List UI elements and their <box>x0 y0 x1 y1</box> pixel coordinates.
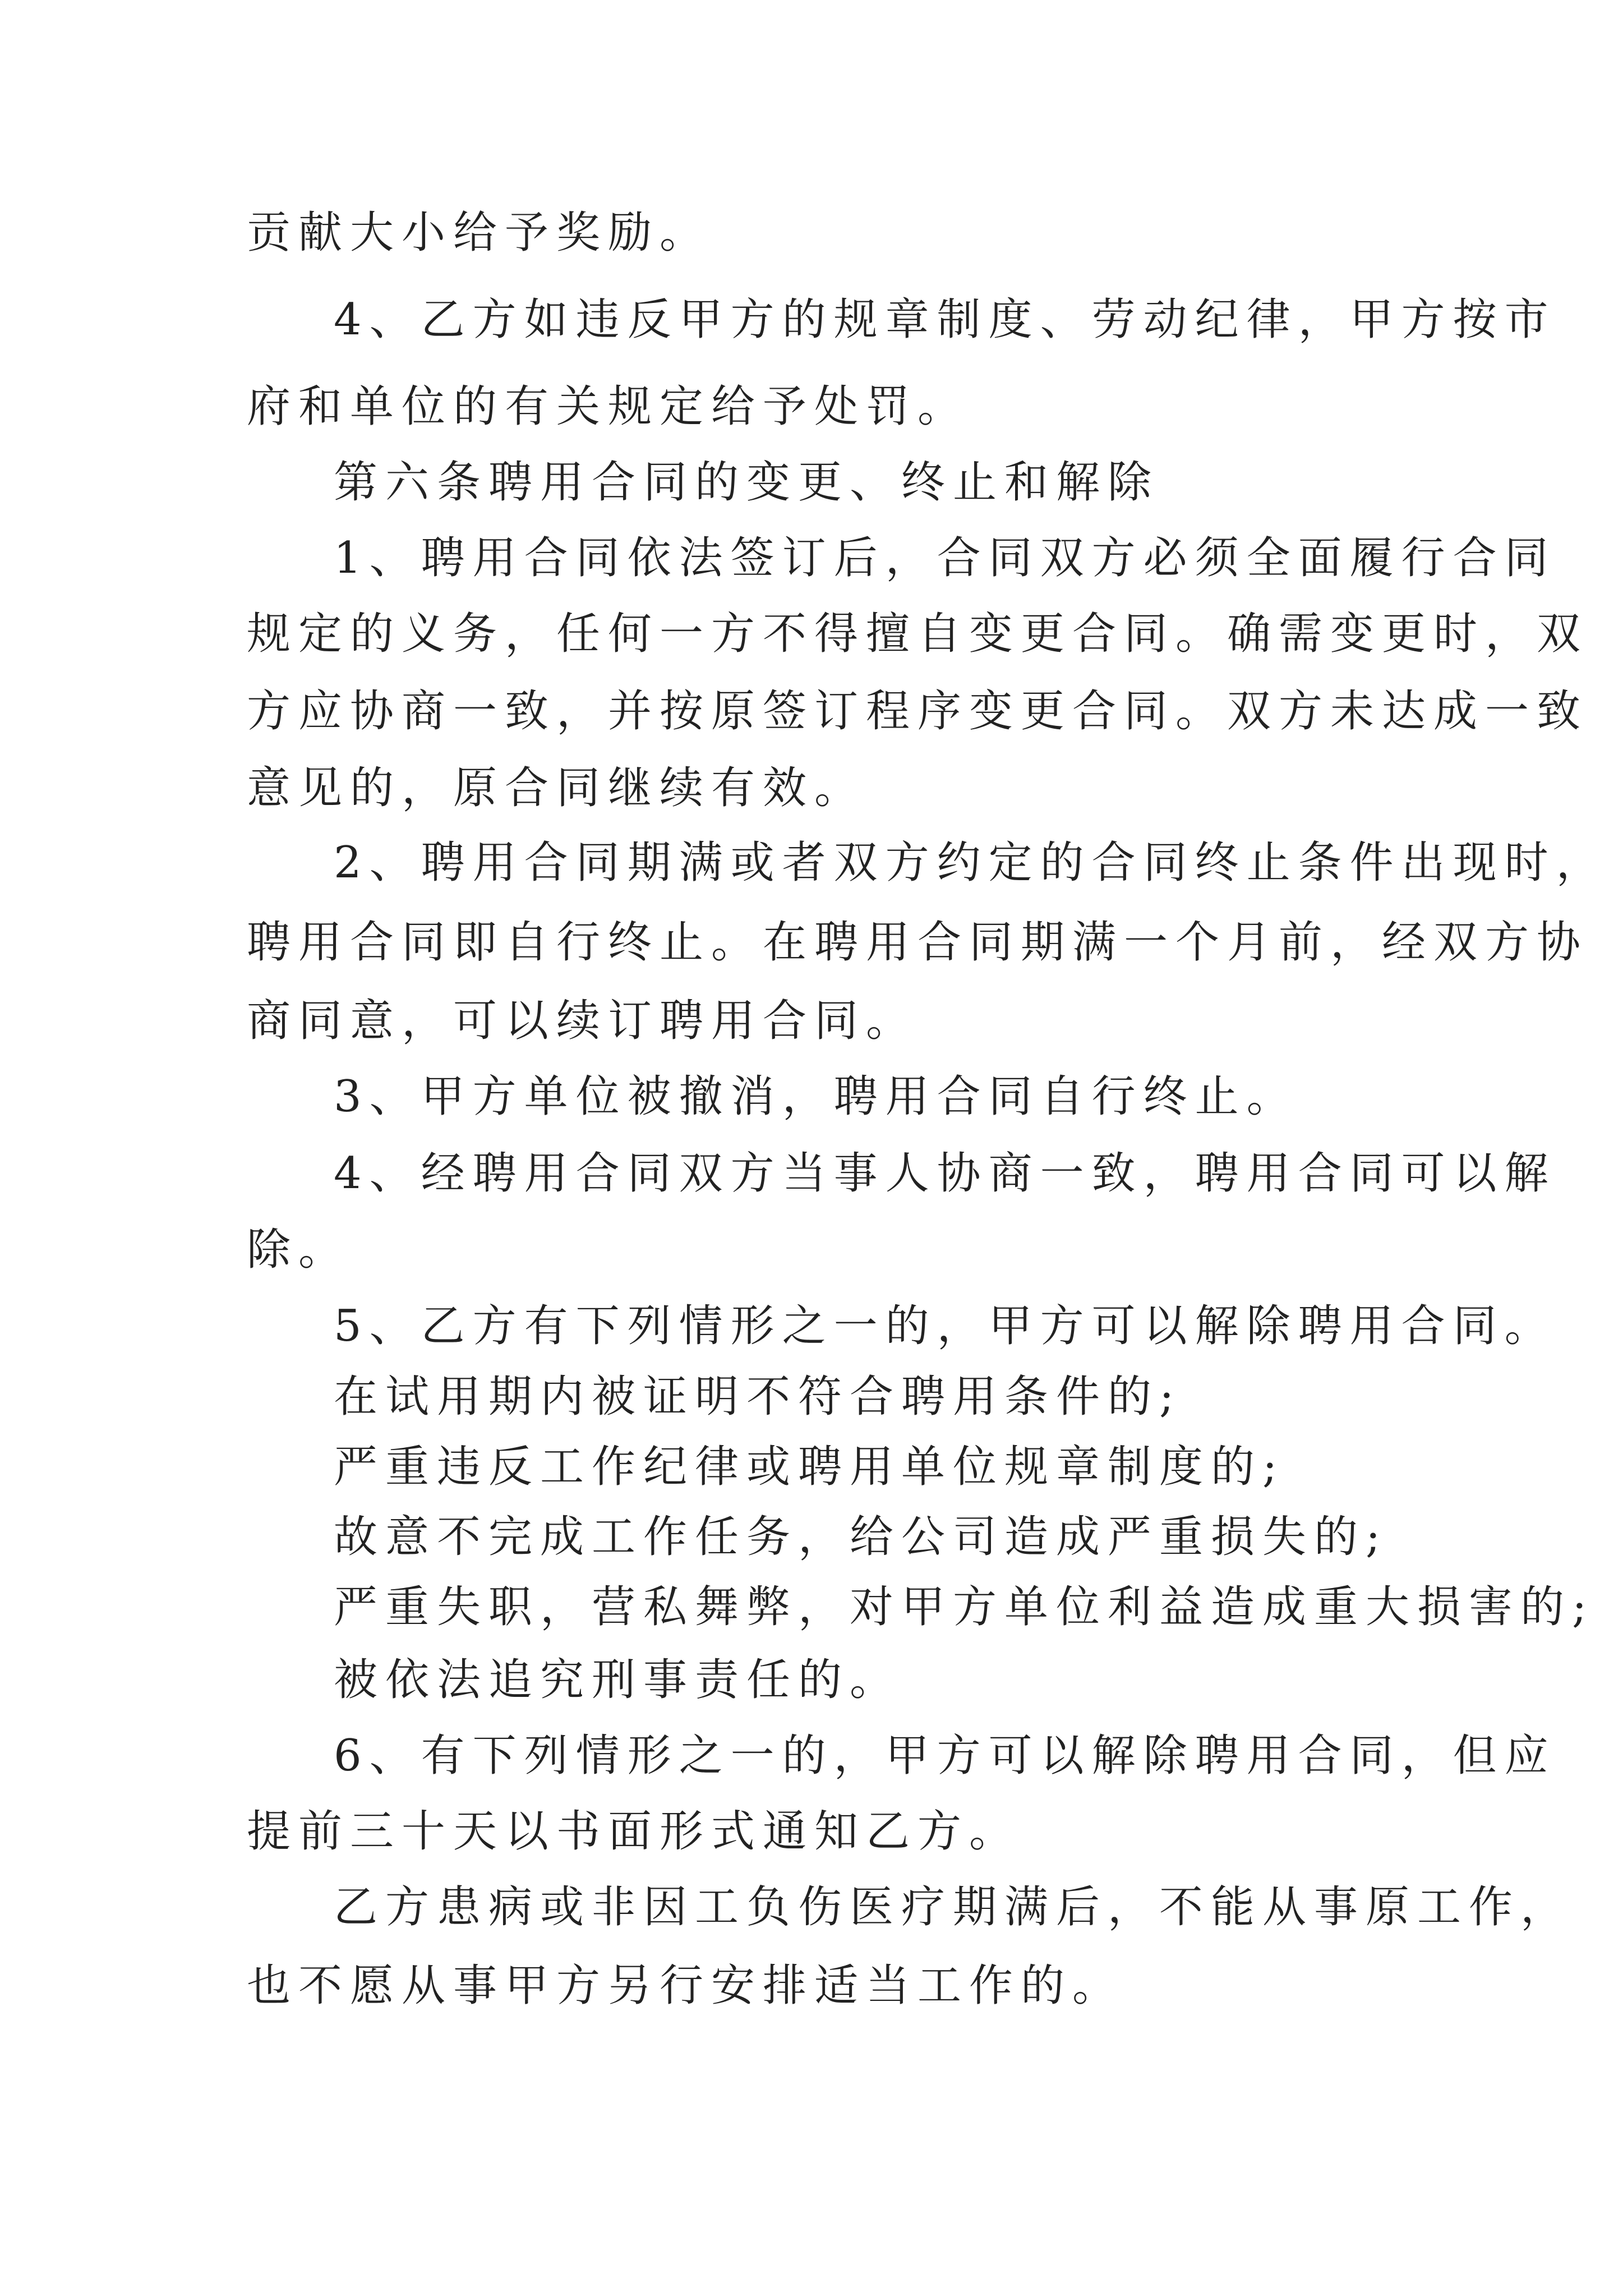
text-line: 乙方患病或非因工负伤医疗期满后，不能从事原工作， <box>334 1882 1573 1932</box>
list-item: 在试用期内被证明不符合聘用条件的; <box>334 1372 1182 1422</box>
list-item: 被依法追究刑事责任的。 <box>334 1655 902 1705</box>
text-line: 4、乙方如违反甲方的规章制度、劳动纪律，甲方按市 <box>334 295 1556 345</box>
list-item: 故意不完成工作任务，给公司造成严重损失的; <box>334 1512 1389 1562</box>
text-line: 提前三十天以书面形式通知乙方。 <box>247 1806 1021 1857</box>
text-line: 规定的义务，任何一方不得擅自变更合同。确需变更时，双 <box>247 609 1589 659</box>
text-line: 贡献大小给予奖励。 <box>247 208 712 258</box>
text-line: 商同意，可以续订聘用合同。 <box>247 996 918 1046</box>
text-line: 2、聘用合同期满或者双方约定的合同终止条件出现时， <box>334 838 1608 888</box>
text-line: 方应协商一致，并按原签订程序变更合同。双方未达成一致 <box>247 686 1589 737</box>
text-line: 1、聘用合同依法签订后，合同双方必须全面履行合同 <box>334 533 1556 583</box>
text-line: 也不愿从事甲方另行安排适当工作的。 <box>247 1961 1124 2011</box>
section-heading: 第六条聘用合同的变更、终止和解除 <box>334 457 1160 508</box>
text-line: 4、经聘用合同双方当事人协商一致，聘用合同可以解 <box>334 1148 1556 1199</box>
list-item: 严重失职，营私舞弊，对甲方单位利益造成重大损害的; <box>334 1582 1595 1632</box>
text-line: 5、乙方有下列情形之一的，甲方可以解除聘用合同。 <box>334 1301 1556 1351</box>
text-line: 聘用合同即自行终止。在聘用合同期满一个月前，经双方协 <box>247 917 1589 968</box>
text-line: 意见的，原合同继续有效。 <box>247 763 866 813</box>
list-item: 严重违反工作纪律或聘用单位规章制度的; <box>334 1442 1285 1492</box>
text-line: 3、甲方单位被撤消，聘用合同自行终止。 <box>334 1071 1298 1122</box>
text-line: 府和单位的有关规定给予处罚。 <box>247 381 970 432</box>
text-line: 6、有下列情形之一的，甲方可以解除聘用合同，但应 <box>334 1731 1556 1781</box>
text-line: 除。 <box>247 1225 351 1275</box>
